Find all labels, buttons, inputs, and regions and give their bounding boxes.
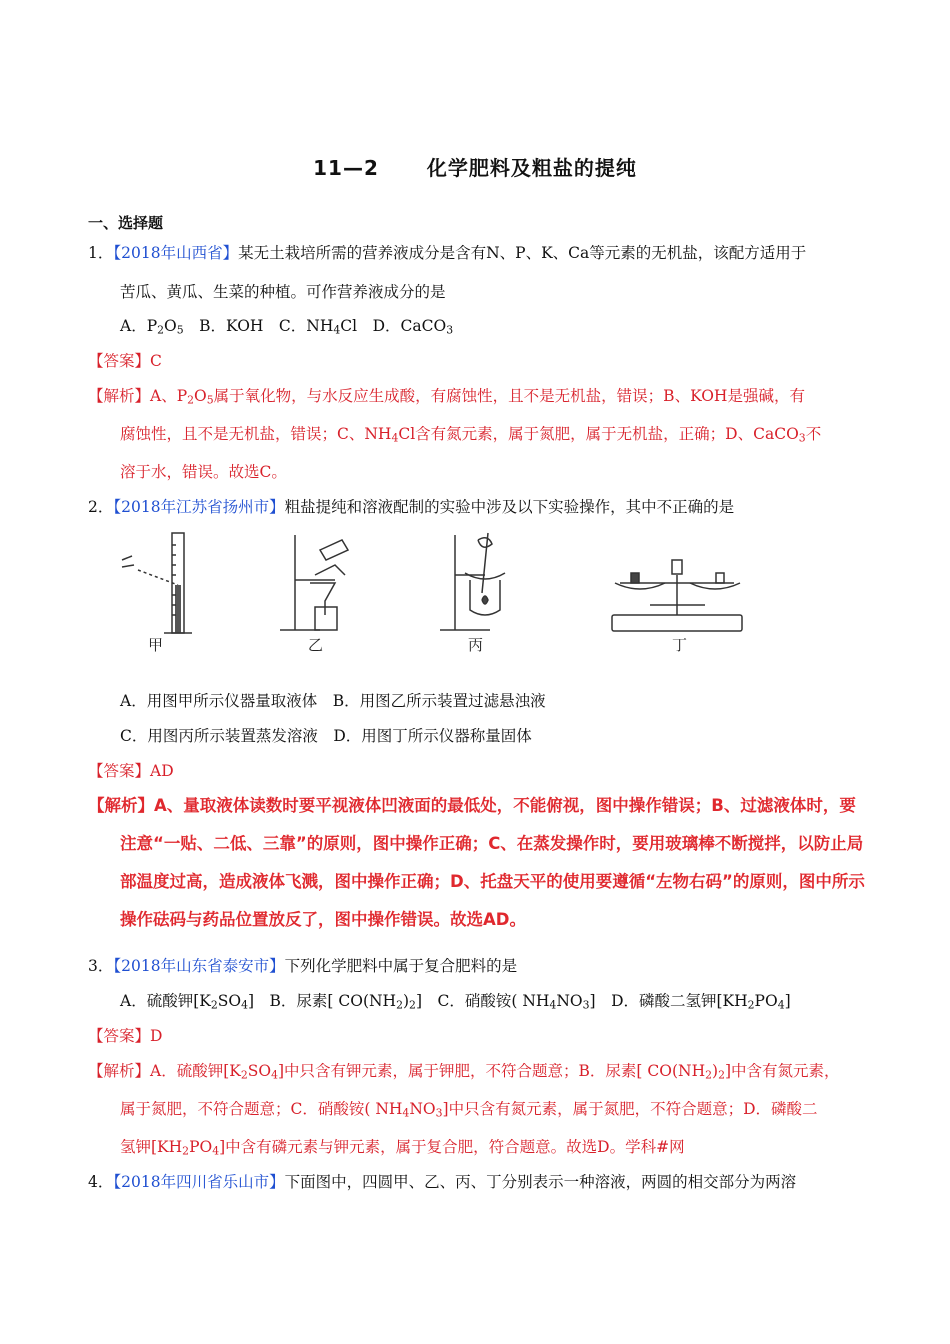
page-title — [0, 152, 950, 181]
evaporation-apparatus-icon — [440, 533, 505, 630]
section-heading: 一、选择题 — [88, 214, 164, 232]
q2-stem: 2．【2018年江苏省扬州市】粗盐提纯和溶液配制的实验中涉及以下实验操作，其中不正确的是 — [88, 498, 735, 516]
q1-stem-2: 苦瓜、黄瓜、生菜的种植。可作营养液成分的是 — [120, 283, 446, 301]
chapter-title: 化学肥料及粗盐的提纯 — [426, 156, 637, 180]
chapter-number: 11—2 — [313, 156, 379, 180]
balance-scale-icon — [612, 560, 742, 631]
apparatus-drawing — [110, 525, 760, 665]
q2-apparatus-figure — [110, 525, 760, 665]
q2-source: 【2018年江苏省扬州市】 — [113, 498, 285, 516]
q3-analysis-2: 属于氮肥，不符合题意；C．硝酸铵( $NH_4NO_3$]中只含有氮元素，属于氮肥，不符合题意；D．磷酸二 — [120, 1100, 818, 1120]
q2-analysis-2: 注意“一贴、二低、三靠”的原则，图中操作正确；C、在蒸发操作时，要用玻璃棒不断搅拌，以防止局 — [120, 834, 864, 853]
filtration-apparatus-icon — [280, 535, 348, 630]
q2-analysis-3: 部温度过高，造成液体飞溅，图中操作正确；D、托盘天平的使用要遵循“左物右码”的原则，图中所示 — [120, 872, 865, 891]
q2-analysis-1: 【解析】A、量取液体读数时要平视液体凹液面的最低处，不能俯视，图中操作错误；B、过滤液体时，要 — [88, 796, 856, 815]
q2-number: 2． — [88, 498, 114, 516]
q2-analysis-4: 操作砝码与药品位置放反了，图中操作错误。故选AD。 — [120, 910, 526, 929]
q3-source: 【2018年山东省泰安市】 — [113, 957, 285, 975]
q4-source: 【2018年四川省乐山市】 — [113, 1173, 285, 1191]
q1-analysis-1: 【解析】A、$P_2O_5$属于氧化物，与水反应生成酸，有腐蚀性，且不是无机盐，错误；B、KOH是强碱，有 — [88, 387, 805, 407]
q3-analysis-3: 氢钾$[KH_2PO_4]$中含有磷元素与钾元素，属于复合肥，符合题意。故选D。学科#网 — [120, 1138, 685, 1158]
q1-source: 【2018年山西省】 — [113, 244, 239, 262]
fig-label-ding: 丁 — [672, 636, 688, 654]
q1-stem — [88, 242, 806, 264]
fig-label-jia: 甲 — [148, 636, 164, 654]
graduated-cylinder-icon — [122, 533, 192, 633]
q3-stem: 3．【2018年山东省泰安市】下列化学肥料中属于复合肥料的是 — [88, 957, 518, 975]
q1-analysis-3: 溶于水，错误。故选C。 — [120, 463, 287, 481]
q3-answer: 【答案】D — [88, 1027, 163, 1045]
fig-label-bing: 丙 — [468, 636, 484, 654]
q1-analysis-2: 腐蚀性，且不是无机盐，错误；C、$NH_4Cl$含有氮元素，属于氮肥，属于无机盐，正确；D、CaCO$_3$不 — [120, 425, 822, 445]
q3-options: A．硫酸钾$[K_2SO_4]$ B．尿素[ $CO(NH_2)_2$] C．硝酸铵( $NH_4NO_3$] D．磷酸二氢钾$[KH_2PO_4]$ — [120, 992, 791, 1012]
q4-number: 4． — [88, 1173, 114, 1191]
q2-answer: 【答案】AD — [88, 762, 174, 780]
q1-stem-1: 某无土栽培所需的营养液成分是含有N、P、K、Ca等元素的无机盐，该配方适用于 — [238, 244, 807, 262]
q1-options: A．$P_2O_5$ B．KOH C．$NH_4Cl$ D．CaCO$_3$ — [120, 317, 454, 337]
q3-analysis-1: 【解析】A．硫酸钾$[K_2SO_4]$中只含有钾元素，属于钾肥，不符合题意；B．尿素[ $CO(NH_2)_2$]中含有氮元素， — [88, 1062, 840, 1082]
q2-options-cd: C．用图丙所示装置蒸发溶液 D．用图丁所示仪器称量固体 — [120, 727, 532, 745]
q1-answer: 【答案】C — [88, 352, 162, 370]
q1-analysis-tag: 【解析】 — [88, 387, 151, 405]
q1-number: 1． — [88, 244, 114, 262]
q4-stem: 4．【2018年四川省乐山市】下面图中，四圆甲、乙、丙、丁分别表示一种溶液，两圆的相交部分为两溶 — [88, 1173, 797, 1191]
fig-label-yi: 乙 — [308, 636, 324, 654]
q3-number: 3． — [88, 957, 114, 975]
q2-options-ab: A．用图甲所示仪器量取液体 B．用图乙所示装置过滤悬浊液 — [120, 692, 546, 710]
